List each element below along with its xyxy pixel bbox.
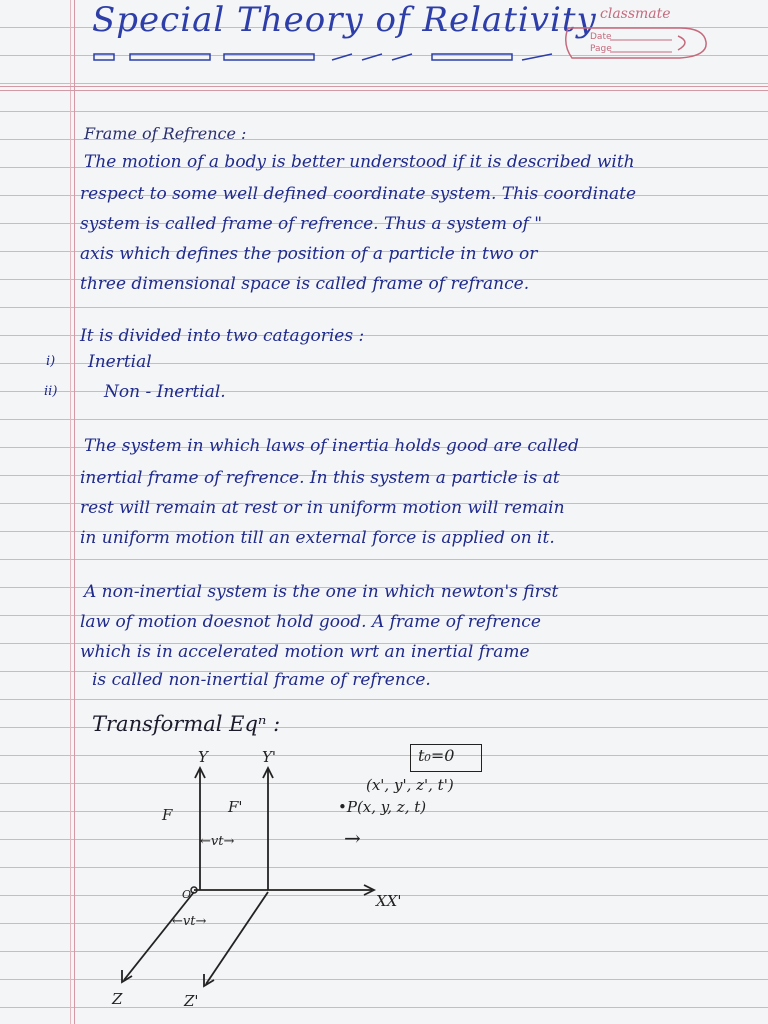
axis-z-label: Z	[112, 990, 123, 1008]
section1-line-4: axis which defines the position of a particle in two or	[80, 244, 538, 264]
inertial-line-4: in uniform motion till an external force is applied on it.	[80, 528, 555, 548]
date-label: Date	[590, 32, 612, 42]
section1-line-2: respect to some well defined coordinate system. This coordinate	[80, 184, 637, 204]
transformation-heading: Transformal Eqⁿ :	[92, 712, 281, 736]
brand-name: classmate	[600, 6, 671, 22]
vt-top-label: ←vt→	[200, 834, 235, 849]
frame-f-label: F	[162, 806, 173, 824]
section1-line-1: The motion of a body is better understood if it is described with	[84, 152, 635, 172]
category-non-inertial: Non - Inertial.	[104, 382, 226, 402]
section1-line-5: three dimensional space is called frame of refrance.	[80, 274, 530, 294]
page-label: Page	[590, 44, 612, 54]
page-title: Special Theory of Relativity	[92, 0, 597, 40]
inertial-line-1: The system in which laws of inertia holds good are called	[84, 436, 579, 456]
t0-label: t₀=0	[418, 746, 455, 765]
point-p-coords: •P(x, y, z, t)	[338, 798, 427, 816]
origin-label: O	[182, 888, 192, 901]
frame-f-prime-label: F'	[228, 798, 243, 816]
inertial-line-2: inertial frame of refrence. In this system a particle is at	[80, 468, 560, 488]
section1-line-3: system is called frame of refrence. Thus a system of "	[80, 214, 543, 234]
noninertial-line-4: is called non-inertial frame of refrence.	[92, 670, 431, 690]
frame-of-reference-heading: Frame of Refrence :	[84, 124, 247, 143]
noninertial-line-1: A non-inertial system is the one in which newton's first	[84, 582, 559, 602]
category-num-2: ii)	[44, 384, 58, 399]
category-inertial: Inertial	[88, 352, 152, 372]
axis-xx-prime-label: XX'	[376, 892, 402, 910]
point-p-prime-coords: (x', y', z', t')	[366, 776, 454, 794]
vt-bottom-label: ←vt→	[172, 914, 207, 929]
noninertial-line-3: which is in accelerated motion wrt an inertial frame	[80, 642, 530, 662]
noninertial-line-2: law of motion doesnot hold good. A frame of refrence	[80, 612, 541, 632]
motion-arrow: →	[344, 826, 361, 850]
category-num-1: i)	[46, 354, 56, 369]
inertial-line-3: rest will remain at rest or in uniform motion will remain	[80, 498, 565, 518]
categories-intro: It is divided into two catagories :	[80, 326, 365, 346]
axis-z-prime-label: Z'	[184, 992, 199, 1010]
axis-y-label: Y	[198, 748, 208, 766]
axis-y-prime-label: Y'	[262, 748, 277, 766]
